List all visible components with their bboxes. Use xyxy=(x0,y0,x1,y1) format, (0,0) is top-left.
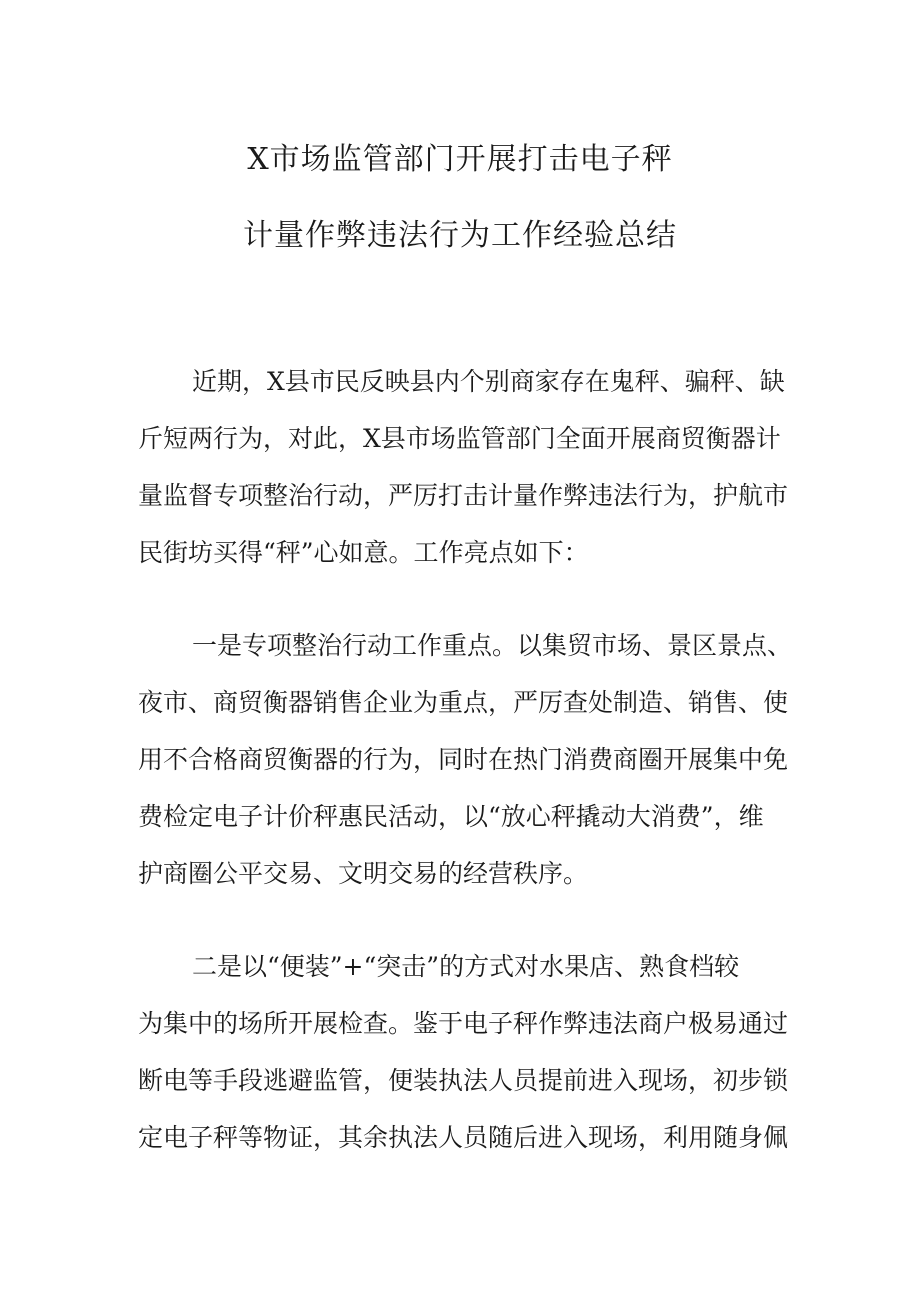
paragraph-line: 一是专项整治行动工作重点。以集贸市场、景区景点、 xyxy=(192,631,793,660)
paragraph-line: 斤短两行为，对此，X县市场监管部门全面开展商贸衡器计 xyxy=(138,424,781,453)
paragraph-line: 费检定电子计价秤惠民活动，以“放心秤撬动大消费”，维 xyxy=(138,802,764,831)
paragraph-point-one xyxy=(138,617,800,902)
paragraph-point-two xyxy=(138,938,800,1166)
paragraph-line: 定电子秤等物证，其余执法人员随后进入现场，利用随身佩 xyxy=(138,1123,789,1152)
document-title-line-1: X市场监管部门开展打击电子秤 xyxy=(247,142,673,177)
paragraph-line: 量监督专项整治行动，严厉打击计量作弊违法行为，护航市 xyxy=(138,481,789,510)
paragraph-line: 断电等手段逃避监管，便装执法人员提前进入现场，初步锁 xyxy=(138,1066,789,1095)
document-title-line-2: 计量作弊违法行为工作经验总结 xyxy=(243,218,677,253)
paragraph-line: 近期，X县市民反映县内个别商家存在鬼秤、骗秤、缺 xyxy=(192,367,785,396)
paragraph-intro xyxy=(138,353,800,581)
paragraph-line: 用不合格商贸衡器的行为，同时在热门消费商圈开展集中免 xyxy=(138,745,789,774)
paragraph-line: 夜市、商贸衡器销售企业为重点，严厉查处制造、销售、使 xyxy=(138,688,789,717)
paragraph-line: 护商圈公平交易、文明交易的经营秩序。 xyxy=(138,859,589,888)
paragraph-line: 二是以“便装”+“突击”的方式对水果店、熟食档较 xyxy=(192,952,740,981)
paragraph-line: 民街坊买得“秤”心如意。工作亮点如下： xyxy=(138,538,589,567)
paragraph-line: 为集中的场所开展检查。鉴于电子秤作弊违法商户极易通过 xyxy=(138,1009,789,1038)
